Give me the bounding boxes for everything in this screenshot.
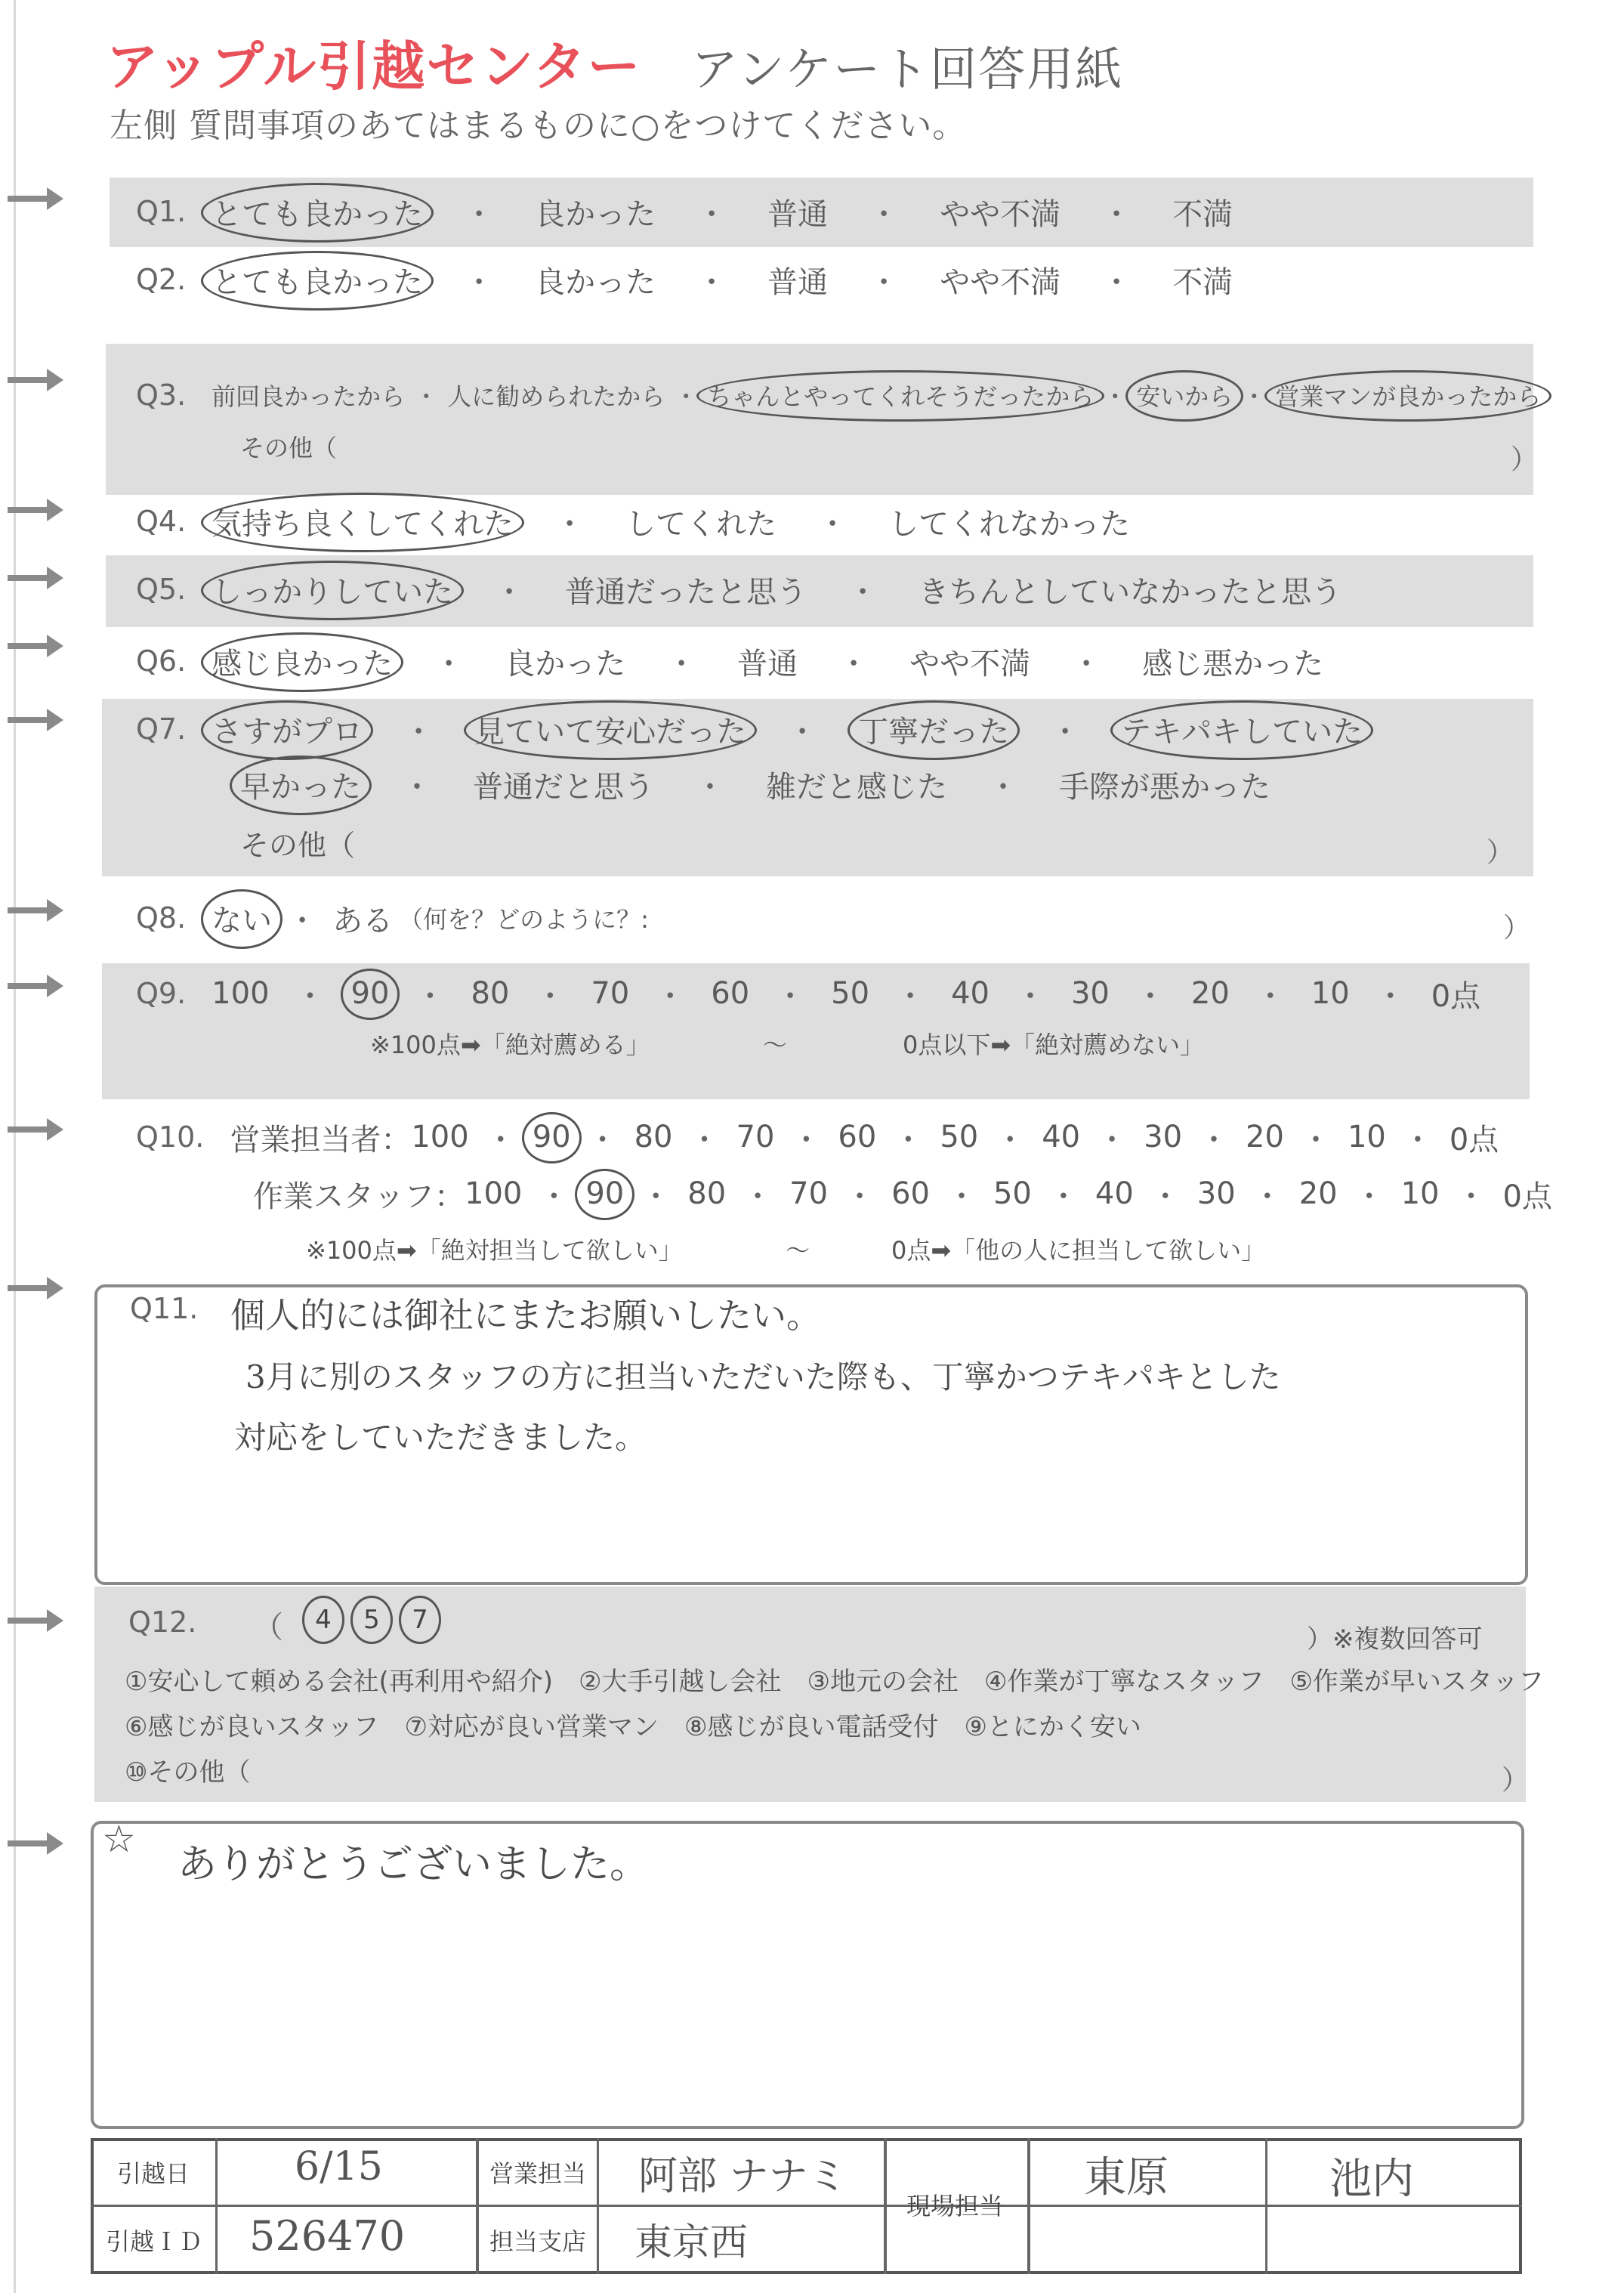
q10-staff-20[interactable]: 20	[1298, 1176, 1338, 1211]
q7-option-6[interactable]: 普通だと思う	[473, 769, 654, 805]
q10-sales-80[interactable]: 80	[634, 1120, 673, 1154]
form-title: アンケート回答用紙	[691, 42, 1124, 97]
q6-option-1[interactable]: 感じ良かった	[211, 640, 393, 683]
q8-option-some[interactable]: ある	[332, 903, 394, 938]
table-divider-v	[476, 2138, 479, 2274]
q1-option-4[interactable]: やや不満	[940, 196, 1061, 232]
q9-score-90[interactable]: 90	[350, 976, 390, 1011]
q7-other: その他（	[240, 829, 356, 862]
sales-rep-label: 営業担当	[489, 2159, 587, 2188]
arrow-marker	[8, 369, 63, 391]
table-divider-v	[597, 2138, 599, 2274]
q10-staff-10[interactable]: 10	[1400, 1176, 1440, 1211]
q10-note-tilde: 〜	[786, 1236, 810, 1265]
q7-option-2[interactable]: 見ていて安心だった	[474, 708, 746, 751]
q10-row-1: Q10. 営業担当者： 100 ・ 90 ・ 80 ・ 70 ・ 60 ・ 50 ・ 40 ・ 30 ・ 20 ・ 10 ・ 0点	[136, 1114, 1499, 1160]
arrow-marker	[8, 187, 63, 210]
q9-score-10[interactable]: 10	[1311, 976, 1350, 1011]
q12-other: ⑩その他（	[125, 1757, 251, 1788]
q11-line-1: 個人的には御社にまたお願いしたい。	[230, 1295, 821, 1336]
q10-staff-80[interactable]: 80	[687, 1176, 727, 1211]
binder-edge	[14, 0, 16, 2293]
arrow-marker	[8, 567, 63, 589]
q3-close-paren: ）	[1511, 444, 1539, 475]
q10-sales-60[interactable]: 60	[838, 1120, 877, 1154]
q9-score-70[interactable]: 70	[591, 976, 630, 1011]
q9-label: Q9.	[136, 977, 187, 1010]
q6-option-5[interactable]: 感じ悪かった	[1142, 646, 1324, 681]
q12-selected-2: 5	[350, 1596, 393, 1644]
q7-label: Q7.	[136, 712, 187, 746]
q10-sales-90[interactable]: 90	[532, 1120, 571, 1154]
q5-row: Q5. しっかりしていた ・ 普通だったと思う ・ きちんとしていなかったと思う	[136, 567, 1341, 612]
q4-option-2[interactable]: してくれた	[625, 506, 777, 542]
q5-option-1[interactable]: しっかりしていた	[211, 568, 453, 611]
q3-option-1[interactable]: 前回良かったから	[211, 382, 406, 411]
q1-label: Q1.	[136, 195, 187, 228]
q2-option-2[interactable]: 良かった	[535, 264, 656, 300]
q10-staff-90[interactable]: 90	[585, 1176, 625, 1211]
q10-staff-60[interactable]: 60	[891, 1176, 930, 1211]
q7-row-1: Q7. さすがプロ ・ 見ていて安心だった ・ 丁寧だった ・ テキパキしていた	[136, 706, 1363, 752]
q9-row: Q9. 100 ・ 90 ・ 80 ・ 70 ・ 60 ・ 50 ・ 40 ・ 30 ・ 20 ・ 10 ・ 0点	[136, 971, 1480, 1016]
q9-note-right: 0点以下➡「絶対薦めない」	[903, 1031, 1205, 1059]
q10-sales-70[interactable]: 70	[736, 1120, 775, 1154]
q7-row-2: 早かった ・ 普通だと思う ・ 雑だと感じた ・ 手際が悪かった	[240, 762, 1270, 807]
q2-option-4[interactable]: やや不満	[940, 264, 1061, 300]
q4-option-3[interactable]: してくれなかった	[888, 506, 1131, 542]
q12-selected-3: 7	[399, 1596, 441, 1644]
q10-staff-30[interactable]: 30	[1196, 1176, 1236, 1211]
q4-option-1[interactable]: 気持ち良くしてくれた	[211, 500, 514, 543]
q9-note-left: ※100点➡「絶対薦める」	[370, 1031, 650, 1059]
q3-option-4[interactable]: 安いから	[1136, 378, 1233, 413]
q10-sales-100[interactable]: 100	[411, 1120, 469, 1154]
q12-label: Q12.	[128, 1605, 197, 1639]
table-divider-v	[1027, 2138, 1030, 2274]
q11-line-2: 3月に別のスタッフの方に担当いただいた際も、丁寧かつテキパキとした	[245, 1358, 1281, 1395]
arrow-marker	[8, 499, 63, 521]
branch-label: 担当支店	[489, 2227, 587, 2256]
arrow-marker	[8, 899, 63, 922]
q9-score-40[interactable]: 40	[951, 976, 990, 1011]
arrow-marker	[8, 1832, 63, 1855]
q10-row-2: 作業スタッフ： 100 ・ 90 ・ 80 ・ 70 ・ 60 ・ 50 ・ 40 ・ 30 ・ 20 ・ 10 ・ 0点	[253, 1171, 1552, 1216]
q10-staff-50[interactable]: 50	[993, 1176, 1032, 1211]
q7-close-paren: ）	[1487, 837, 1514, 868]
q11-label: Q11.	[130, 1292, 199, 1325]
q9-score-30[interactable]: 30	[1070, 976, 1110, 1011]
q3-option-5[interactable]: 営業マンが良かったから	[1275, 378, 1541, 413]
q8-close-paren: ）	[1503, 913, 1531, 944]
q9-note-tilde: 〜	[763, 1031, 788, 1059]
q10-note-left: ※100点➡「絶対担当して欲しい」	[306, 1236, 683, 1265]
table-divider-h	[91, 2205, 1522, 2207]
q10-sales-30[interactable]: 30	[1144, 1120, 1183, 1154]
table-divider-v	[215, 2138, 218, 2274]
q5-option-2[interactable]: 普通だったと思う	[565, 574, 807, 610]
q6-label: Q6.	[136, 644, 187, 678]
q2-option-3[interactable]: 普通	[767, 264, 829, 300]
q3-row: Q3. 前回良かったから ・ 人に勧められたから ・ ちゃんとやってくれそうだったから ・ 安いから ・ 営業マンが良かったから	[136, 379, 1542, 412]
q9-score-50[interactable]: 50	[831, 976, 870, 1011]
move-id-label: 引越ＩＤ	[106, 2227, 203, 2256]
q8-label: Q8.	[136, 901, 187, 935]
q2-row: Q2. とても良かった ・ 良かった ・ 普通 ・ やや不満 ・ 不満	[136, 257, 1233, 302]
q9-score-100[interactable]: 100	[211, 976, 270, 1011]
move-id-value: 526470	[249, 2212, 406, 2260]
site-staff-1: 東原	[1084, 2153, 1169, 2202]
q10-sales-50[interactable]: 50	[940, 1120, 979, 1154]
q9-score-20[interactable]: 20	[1190, 976, 1230, 1011]
q10-note-right: 0点➡「他の人に担当して欲しい」	[891, 1236, 1266, 1265]
q12-close-paren: ）	[1502, 1765, 1530, 1796]
q6-option-3[interactable]: 普通	[737, 646, 798, 681]
q10-staff-0[interactable]: 0点	[1502, 1179, 1552, 1214]
brand-title: アップル引越センター	[106, 36, 642, 97]
branch-value: 東京西	[634, 2220, 748, 2264]
q10-sales-label: 営業担当者：	[230, 1122, 412, 1157]
move-date-label: 引越日	[117, 2159, 190, 2188]
q10-staff-label: 作業スタッフ：	[253, 1179, 465, 1214]
arrow-marker	[8, 709, 63, 731]
q6-option-2[interactable]: 良かった	[505, 646, 626, 681]
site-staff-label: 現場担当	[906, 2192, 1004, 2220]
q9-score-0[interactable]: 0点	[1431, 978, 1481, 1014]
table-divider-v	[884, 2138, 887, 2274]
q1-option-5[interactable]: 不満	[1172, 196, 1233, 232]
site-staff-2: 池内	[1329, 2155, 1414, 2204]
q10-staff-40[interactable]: 40	[1095, 1176, 1134, 1211]
q5-option-3[interactable]: きちんとしていなかったと思う	[919, 574, 1342, 610]
q3-option-2[interactable]: 人に勧められたから	[447, 382, 665, 411]
move-date-value: 6/15	[295, 2144, 383, 2189]
q8-note: （何を？どのように？:	[399, 905, 649, 934]
q1-option-3[interactable]: 普通	[767, 196, 829, 232]
q12-selected	[302, 1596, 447, 1644]
sales-rep-name: 阿部 ナナミ	[638, 2154, 848, 2199]
arrow-marker	[8, 975, 63, 997]
q9-score-60[interactable]: 60	[711, 976, 750, 1011]
q12-selected-1: 4	[302, 1596, 344, 1644]
q12-open-paren: （	[253, 1610, 283, 1645]
q2-option-1[interactable]: とても良かった	[211, 258, 423, 301]
q7-option-1[interactable]: さすがプロ	[211, 708, 363, 751]
q7-option-8[interactable]: 手際が悪かった	[1059, 769, 1270, 805]
q12-options-row-1: ①安心して頼める会社(再利用や紹介) ②大手引越し会社 ③地元の会社 ④作業が丁寧なスタッフ ⑤作業が早いスタッフ	[125, 1667, 1544, 1697]
q1-row: Q1. とても良かった ・ 良かった ・ 普通 ・ やや不満 ・ 不満	[136, 189, 1233, 234]
q12-suffix: ）※複数回答可	[1307, 1624, 1483, 1655]
q3-option-3[interactable]: ちゃんとやってくれそうだったから	[707, 378, 1094, 413]
q12-options-row-2: ⑥感じが良いスタッフ ⑦対応が良い営業マン ⑧感じが良い電話受付 ⑨とにかく安い	[125, 1712, 1141, 1742]
q10-sales-20[interactable]: 20	[1246, 1120, 1284, 1154]
q8-option-none[interactable]: ない	[211, 897, 272, 940]
arrow-marker	[8, 1609, 63, 1632]
q10-sales-0[interactable]: 0点	[1449, 1122, 1499, 1157]
q2-option-5[interactable]: 不満	[1172, 264, 1233, 300]
q7-option-3[interactable]: 丁寧だった	[858, 708, 1009, 751]
q1-option-1[interactable]: とても良かった	[211, 190, 423, 233]
instruction-text: 左側 質問事項のあてはまるものに○をつけてください。	[110, 107, 967, 145]
arrow-marker	[8, 635, 63, 657]
q10-label: Q10.	[136, 1120, 205, 1154]
q10-staff-70[interactable]: 70	[789, 1176, 829, 1211]
q5-label: Q5.	[136, 573, 187, 606]
q6-row: Q6. 感じ良かった ・ 良かった ・ 普通 ・ やや不満 ・ 感じ悪かった	[136, 638, 1323, 684]
q10-staff-100[interactable]: 100	[465, 1176, 523, 1211]
star-icon: ☆	[102, 1817, 136, 1861]
q10-sales-40[interactable]: 40	[1042, 1120, 1081, 1154]
q7-option-7[interactable]: 雑だと感じた	[766, 769, 947, 805]
q4-row: Q4. 気持ち良くしてくれた ・ してくれた ・ してくれなかった	[136, 499, 1130, 544]
q8-row: Q8. ない ・ ある （何を？どのように？:	[136, 895, 649, 941]
q11-line-3: 対応をしていただきました。	[234, 1419, 647, 1456]
q4-label: Q4.	[136, 505, 187, 538]
comment-text: ありがとうございました。	[178, 1842, 650, 1887]
table-divider-v	[1265, 2138, 1267, 2274]
q3-label: Q3.	[136, 379, 187, 412]
q10-sales-10[interactable]: 10	[1347, 1120, 1386, 1154]
q6-option-4[interactable]: やや不満	[909, 646, 1031, 681]
q9-score-80[interactable]: 80	[471, 976, 510, 1011]
arrow-marker	[8, 1118, 63, 1141]
q1-option-2[interactable]: 良かった	[535, 196, 656, 232]
q3-other: その他（	[240, 434, 338, 462]
arrow-marker	[8, 1277, 63, 1299]
q7-option-5[interactable]: 早かった	[240, 763, 361, 806]
q7-option-4[interactable]: テキパキしていた	[1121, 708, 1363, 751]
q2-label: Q2.	[136, 263, 187, 296]
